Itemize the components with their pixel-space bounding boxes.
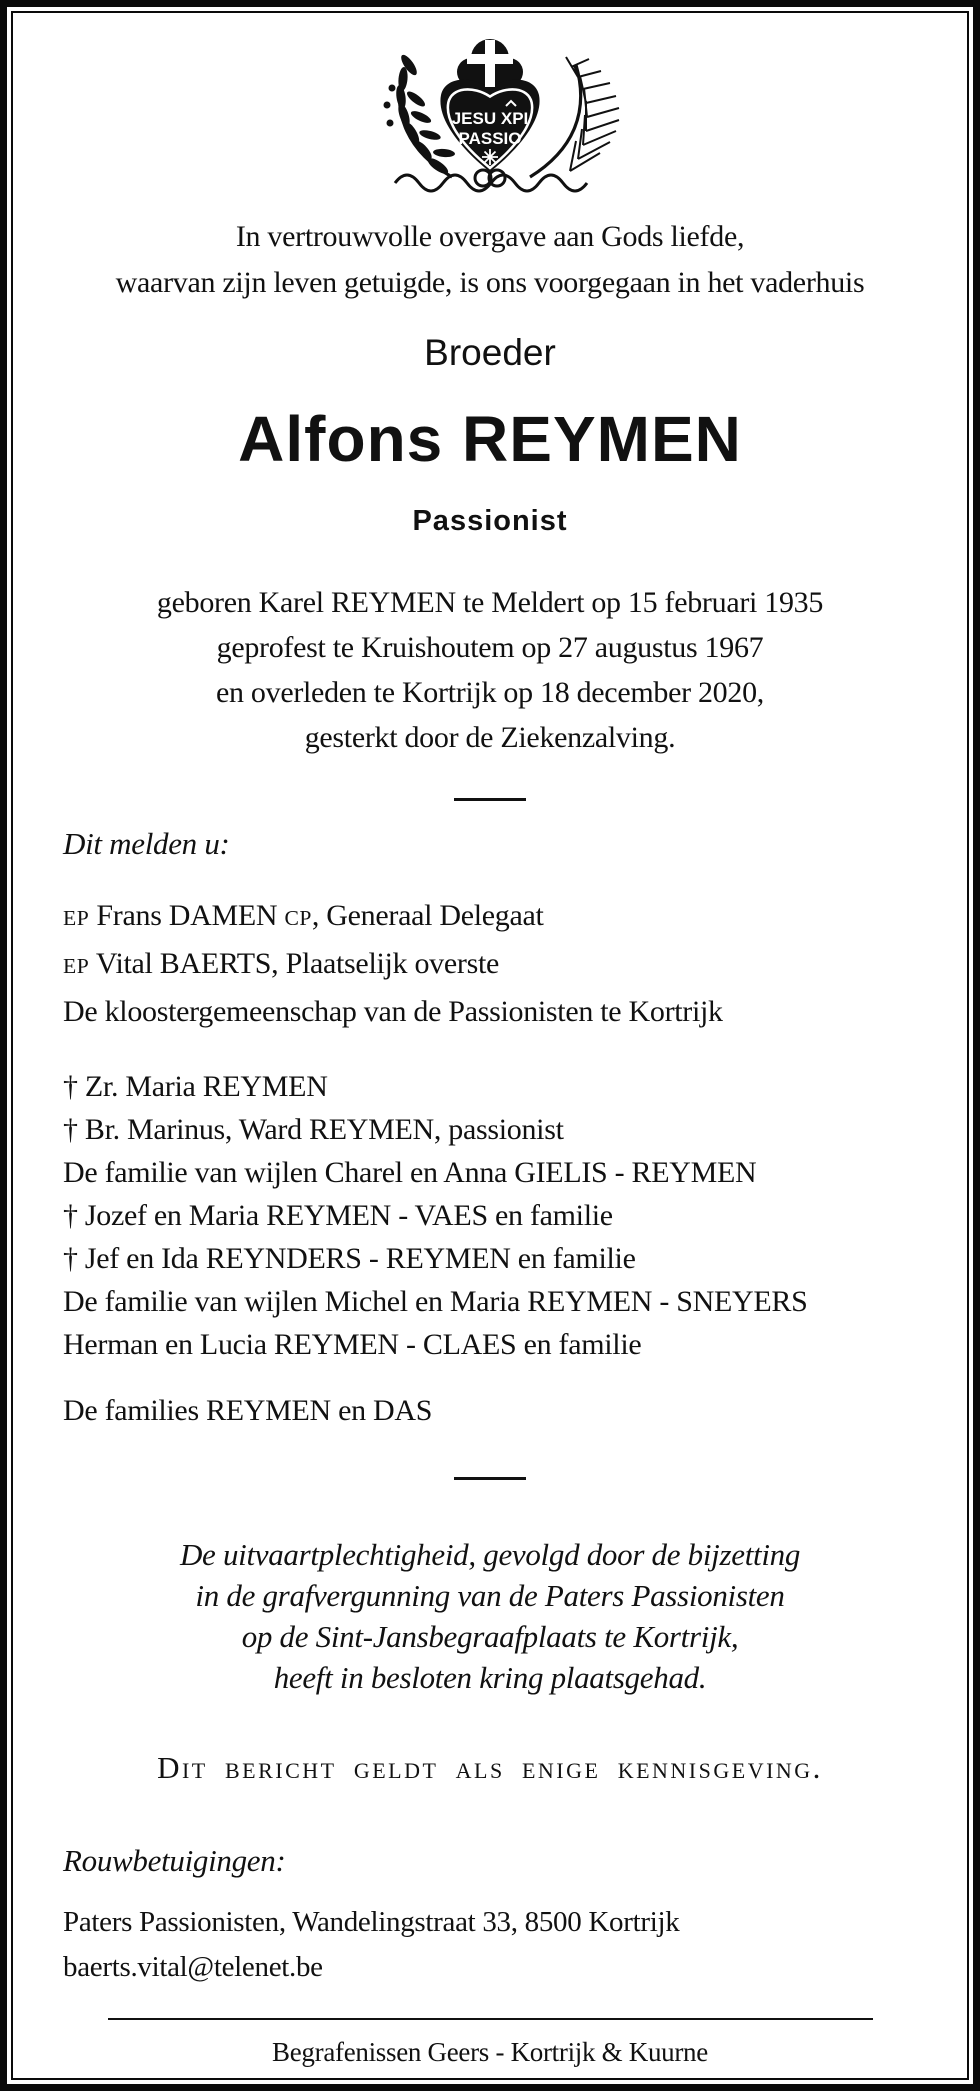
announcer-line-1 <box>63 893 937 941</box>
announcer-line-2 <box>63 941 937 989</box>
announcer1-name: Frans DAMEN <box>96 899 278 932</box>
announcer2-name: Vital BAERTS, Plaatselijk overste <box>95 947 499 980</box>
announcer2-title-abbr: EP <box>63 954 90 978</box>
family-line: Herman en Lucia REYMEN - CLAES en familie <box>63 1328 642 1361</box>
condolence-email: baerts.vital@telenet.be <box>63 1951 323 1983</box>
section-divider-1 <box>454 798 526 801</box>
opening-verse <box>13 214 967 306</box>
announcer1-title-abbr: EP <box>63 906 90 930</box>
family-list <box>13 1065 967 1366</box>
ceremony-line1: De uitvaartplechtigheid, gevolgd door de bijzetting <box>179 1537 801 1572</box>
biography <box>13 580 967 760</box>
passionist-emblem <box>13 25 967 202</box>
family-line: De familie van wijlen Michel en Maria REYMEN - SNEYERS <box>63 1285 808 1318</box>
ceremony-line4: heeft in besloten kring plaatsgehad. <box>273 1660 707 1695</box>
palm-branch-icon <box>530 57 619 177</box>
biography-sacrament: gesterkt door de Ziekenzalving. <box>304 721 676 754</box>
condolence-address: Paters Passionisten, Wandelingstraat 33, 8500 Kortrijk <box>63 1906 680 1938</box>
ceremony-line3: op de Sint-Jansbegraafplaats te Kortrijk, <box>241 1619 739 1654</box>
religious-title: Broeder <box>424 332 556 373</box>
family-line: † Jef en Ida REYNDERS - REYMEN en familie <box>63 1242 636 1275</box>
biography-died: en overleden te Kortrijk op 18 december 2020, <box>216 676 764 709</box>
announcer1-role: , Generaal Delegaat <box>311 899 544 932</box>
card-inner <box>11 11 969 2080</box>
emblem-text-line1: JESU XPI <box>451 109 529 128</box>
opening-verse-line1: In vertrouwvolle overgave aan Gods liefde, <box>235 220 745 253</box>
community-line: De kloostergemeenschap van de Passionisten te Kortrijk <box>63 995 723 1028</box>
family-line: De familie van wijlen Charel en Anna GIELIS - REYMEN <box>63 1156 757 1189</box>
announcer1-order-abbr: CP <box>284 906 312 930</box>
biography-professed: geprofest te Kruishoutem op 27 augustus 1967 <box>216 631 764 664</box>
ceremony-paragraph <box>13 1534 967 1698</box>
deceased-name: Alfons REYMEN <box>238 403 742 475</box>
family-line: † Br. Marinus, Ward REYMEN, passionist <box>63 1113 564 1146</box>
border-gap <box>7 7 973 2084</box>
families-summary: De families REYMEN en DAS <box>63 1394 433 1427</box>
announcers <box>13 893 967 1035</box>
sole-notice-line: Dit bericht geldt als enige kennisgeving. <box>157 1750 823 1785</box>
passionist-emblem-svg <box>335 25 645 197</box>
biography-born: geboren Karel REYMEN te Meldert op 15 februari 1935 <box>156 586 824 619</box>
funeral-home-credit: Begrafenissen Geers - Kortrijk & Kuurne <box>272 2037 708 2067</box>
rope-icon <box>395 170 587 191</box>
religious-order: Passionist <box>412 505 568 537</box>
announcement-heading: Dit melden u: <box>63 826 230 861</box>
family-line: † Zr. Maria REYMEN <box>63 1070 328 1103</box>
footer-divider <box>108 2018 873 2020</box>
section-divider-2 <box>454 1477 526 1480</box>
emblem-text-line2: PASSIO <box>458 129 522 148</box>
condolences-heading: Rouwbetuigingen: <box>63 1843 286 1878</box>
opening-verse-line2: waarvan zijn leven getuigde, is ons voorgegaan in het vaderhuis <box>115 266 865 299</box>
family-line: † Jozef en Maria REYMEN - VAES en familie <box>63 1199 613 1232</box>
ceremony-line2: in de grafvergunning van de Paters Passionisten <box>195 1578 785 1613</box>
